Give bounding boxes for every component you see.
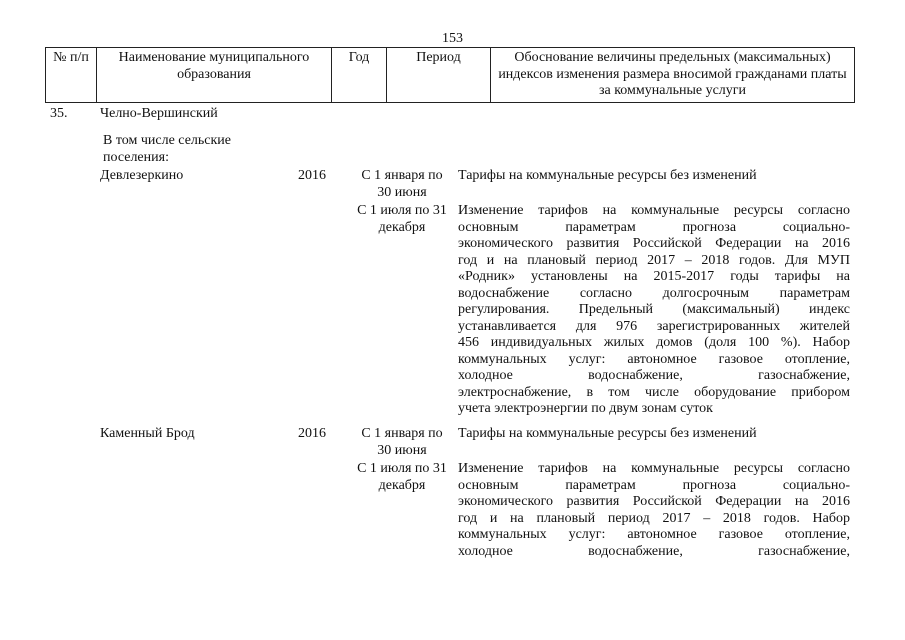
settlement-period-2: С 1 июля по 31 декабря [357, 461, 447, 493]
settlement-name: Каменный Брод [100, 426, 195, 441]
header-year: Год [331, 48, 386, 102]
header-number: № п/п [53, 50, 89, 65]
page-number: 153 [442, 31, 463, 46]
header-name: Наименование муниципального образования [96, 48, 331, 102]
settlement-year: 2016 [298, 426, 326, 441]
settlement-text-1: Тарифы на коммунальные ресурсы без изменений [458, 426, 757, 441]
settlement-text-1: Тарифы на коммунальные ресурсы без изменений [458, 168, 757, 183]
header-period: Период [386, 48, 490, 102]
header-justification: Обоснование величины предельных (максимальных) индексов изменения размера вносимой гражданами платы за коммунальные услуги [490, 48, 854, 102]
settlement-period-1: С 1 января по 30 июня [361, 426, 443, 458]
settlement-text-2: Изменение тарифов на коммунальные ресурсы согласно основным параметрам прогноза социально- экономического развития Российской Федерации на 2016 год и на плановый период 2017 – 2018 годов. Набор коммунальных услуг: автономное газовое отопление, холодное водоснабжение, газоснабжение, [458, 461, 850, 559]
settlement-text-2: Изменение тарифов на коммунальные ресурсы согласно основным параметрам прогноза социально- экономического развития Российской Федерации на 2016 год и на плановый период 2017 – 2018 годов. Для МУП «Родник» установлены на 2015-2017 годы тарифы на водоснабжение согласно долгосрочным параметрам регулирования. Предельный (максимальный) индекс устанавливается для 976 зарегистрированных жителей 456 индивидуальных жилых домов (доля 100 %). Набор коммунальных услуг: автономное газовое отопление, холодное водоснабжение, газоснабжение, электроснабжение, в том числе оборудование прибором учета электроэнергии по двум зонам суток [458, 203, 850, 416]
settlement-year: 2016 [298, 168, 326, 183]
settlement-name: Девлезеркино [100, 168, 184, 183]
row-number: 35. [50, 106, 68, 121]
table-header [45, 47, 855, 103]
settlement-period-1: С 1 января по 30 июня [361, 168, 443, 200]
subheading: В том числе сельские поселения: [103, 133, 232, 165]
settlement-period-2: С 1 июля по 31 декабря [357, 203, 447, 235]
municipality-name: Челно-Вершинский [100, 106, 218, 121]
